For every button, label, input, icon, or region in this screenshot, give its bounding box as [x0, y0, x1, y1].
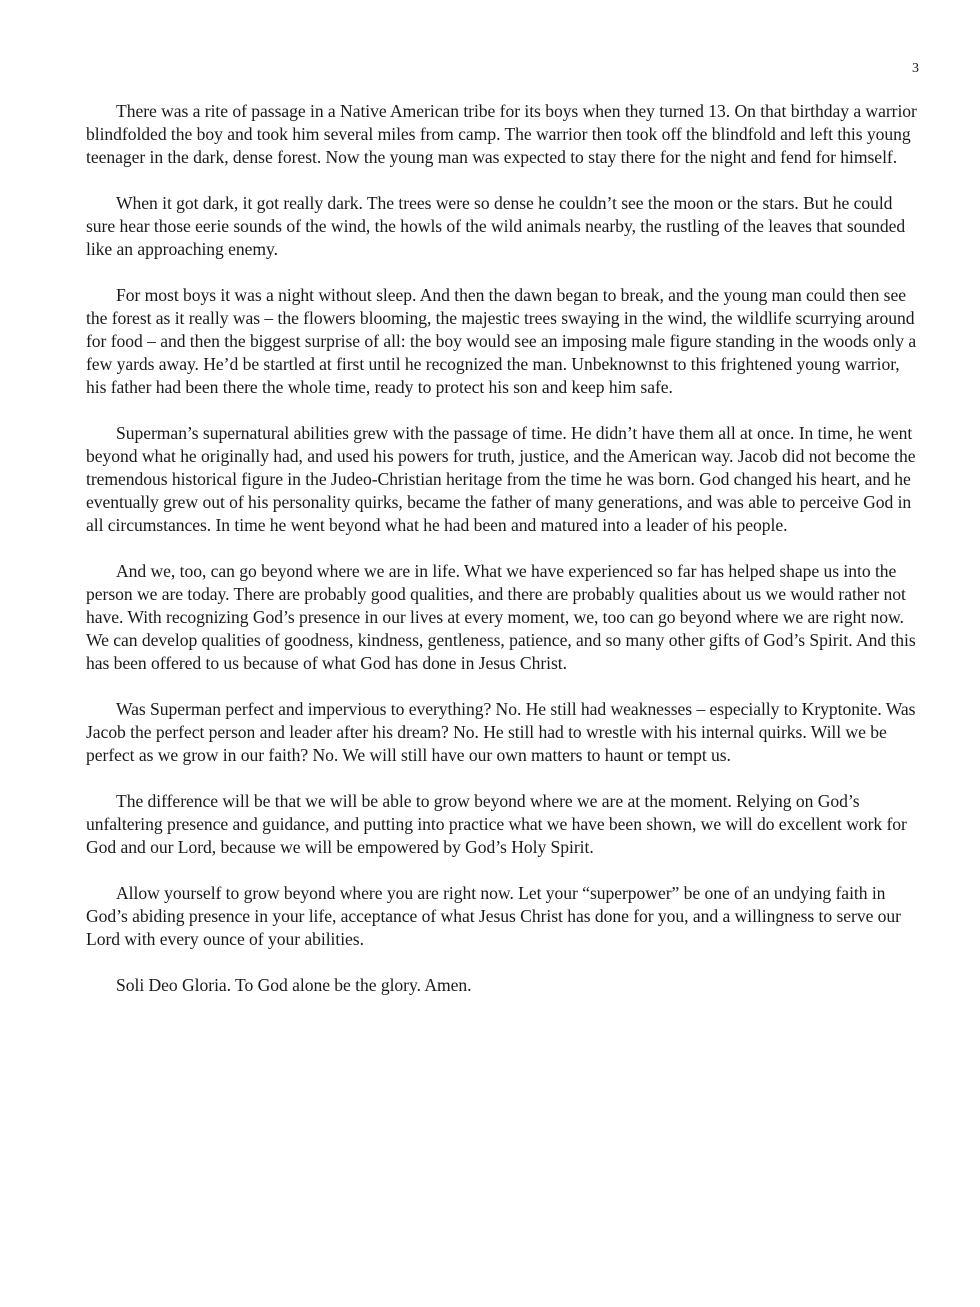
paragraph-difference: The difference will be that we will be able to grow beyond where we are at the moment. Relying on God’s unfaltering presence and guidance, and putting into practice what we have been shown, we will do excellent work for God and our Lord, because we will be empowered by God’s Holy Spirit.: [86, 791, 907, 857]
paragraph-superman-jacob: Superman’s supernatural abilities grew with the passage of time. He didn’t have them all at once. In time, he went beyond what he originally had, and used his powers for truth, justice, and the American way. Jacob did not become the tremendous historical figure in the Judeo-Christian heritage from the time he was born. God changed his heart, and he eventually grew out of his personality quirks, became the father of many generations, and was able to perceive God in all circumstances. In time he went beyond what he had been and matured into a leader of his people.: [86, 423, 916, 535]
paragraph-allow-yourself: Allow yourself to grow beyond where you are right now. Let your “superpower” be one of an undying faith in God’s abiding presence in your life, acceptance of what Jesus Christ has done for you, and a willingness to serve our Lord with every ounce of your abilities.: [86, 883, 901, 949]
paragraph-dawn: For most boys it was a night without sleep. And then the dawn began to break, and the young man could then see the forest as it really was – the flowers blooming, the majestic trees swaying in the wind, the wildlife scurrying around for food – and then the biggest surprise of all: the boy would see an imposing male figure standing in the woods only a few yards away. He’d be startled at first until he recognized the man. Unbeknownst to this frightened young warrior, his father had been there the whole time, ready to protect his son and keep him safe.: [86, 285, 917, 397]
paragraph-go-beyond: And we, too, can go beyond where we are in life. What we have experienced so far has helped shape us into the person we are today. There are probably good qualities, and there are probably qualities about us we would rather not have. With recognizing God’s presence in our lives at every moment, we, too can go beyond where we are right now. We can develop qualities of goodness, kindness, gentleness, patience, and so many other gifts of God’s Spirit. And this has been offered to us because of what God has done in Jesus Christ.: [86, 561, 916, 673]
sermon-body: [86, 100, 922, 1020]
paragraph-rite-of-passage: There was a rite of passage in a Native American tribe for its boys when they turned 13. On that birthday a warrior blindfolded the boy and took him several miles from camp. The warrior then took off the blindfold and left this young teenager in the dark, dense forest. Now the young man was expected to stay there for the night and fend for himself.: [86, 101, 917, 167]
paragraph-perfection: Was Superman perfect and impervious to everything? No. He still had weaknesses – especially to Kryptonite. Was Jacob the perfect person and leader after his dream? No. He still had to wrestle with his internal quirks. Will we be perfect as we grow in our faith? No. We will still have our own matters to haunt or tempt us.: [86, 699, 916, 765]
page-number: 3: [912, 61, 919, 76]
paragraph-darkness: When it got dark, it got really dark. The trees were so dense he couldn’t see the moon or the stars. But he could sure hear those eerie sounds of the wind, the howls of the wild animals nearby, the rustling of the leaves that sounded like an approaching enemy.: [86, 193, 906, 259]
paragraph-soli-deo-gloria: Soli Deo Gloria. To God alone be the glory. Amen.: [116, 975, 472, 995]
